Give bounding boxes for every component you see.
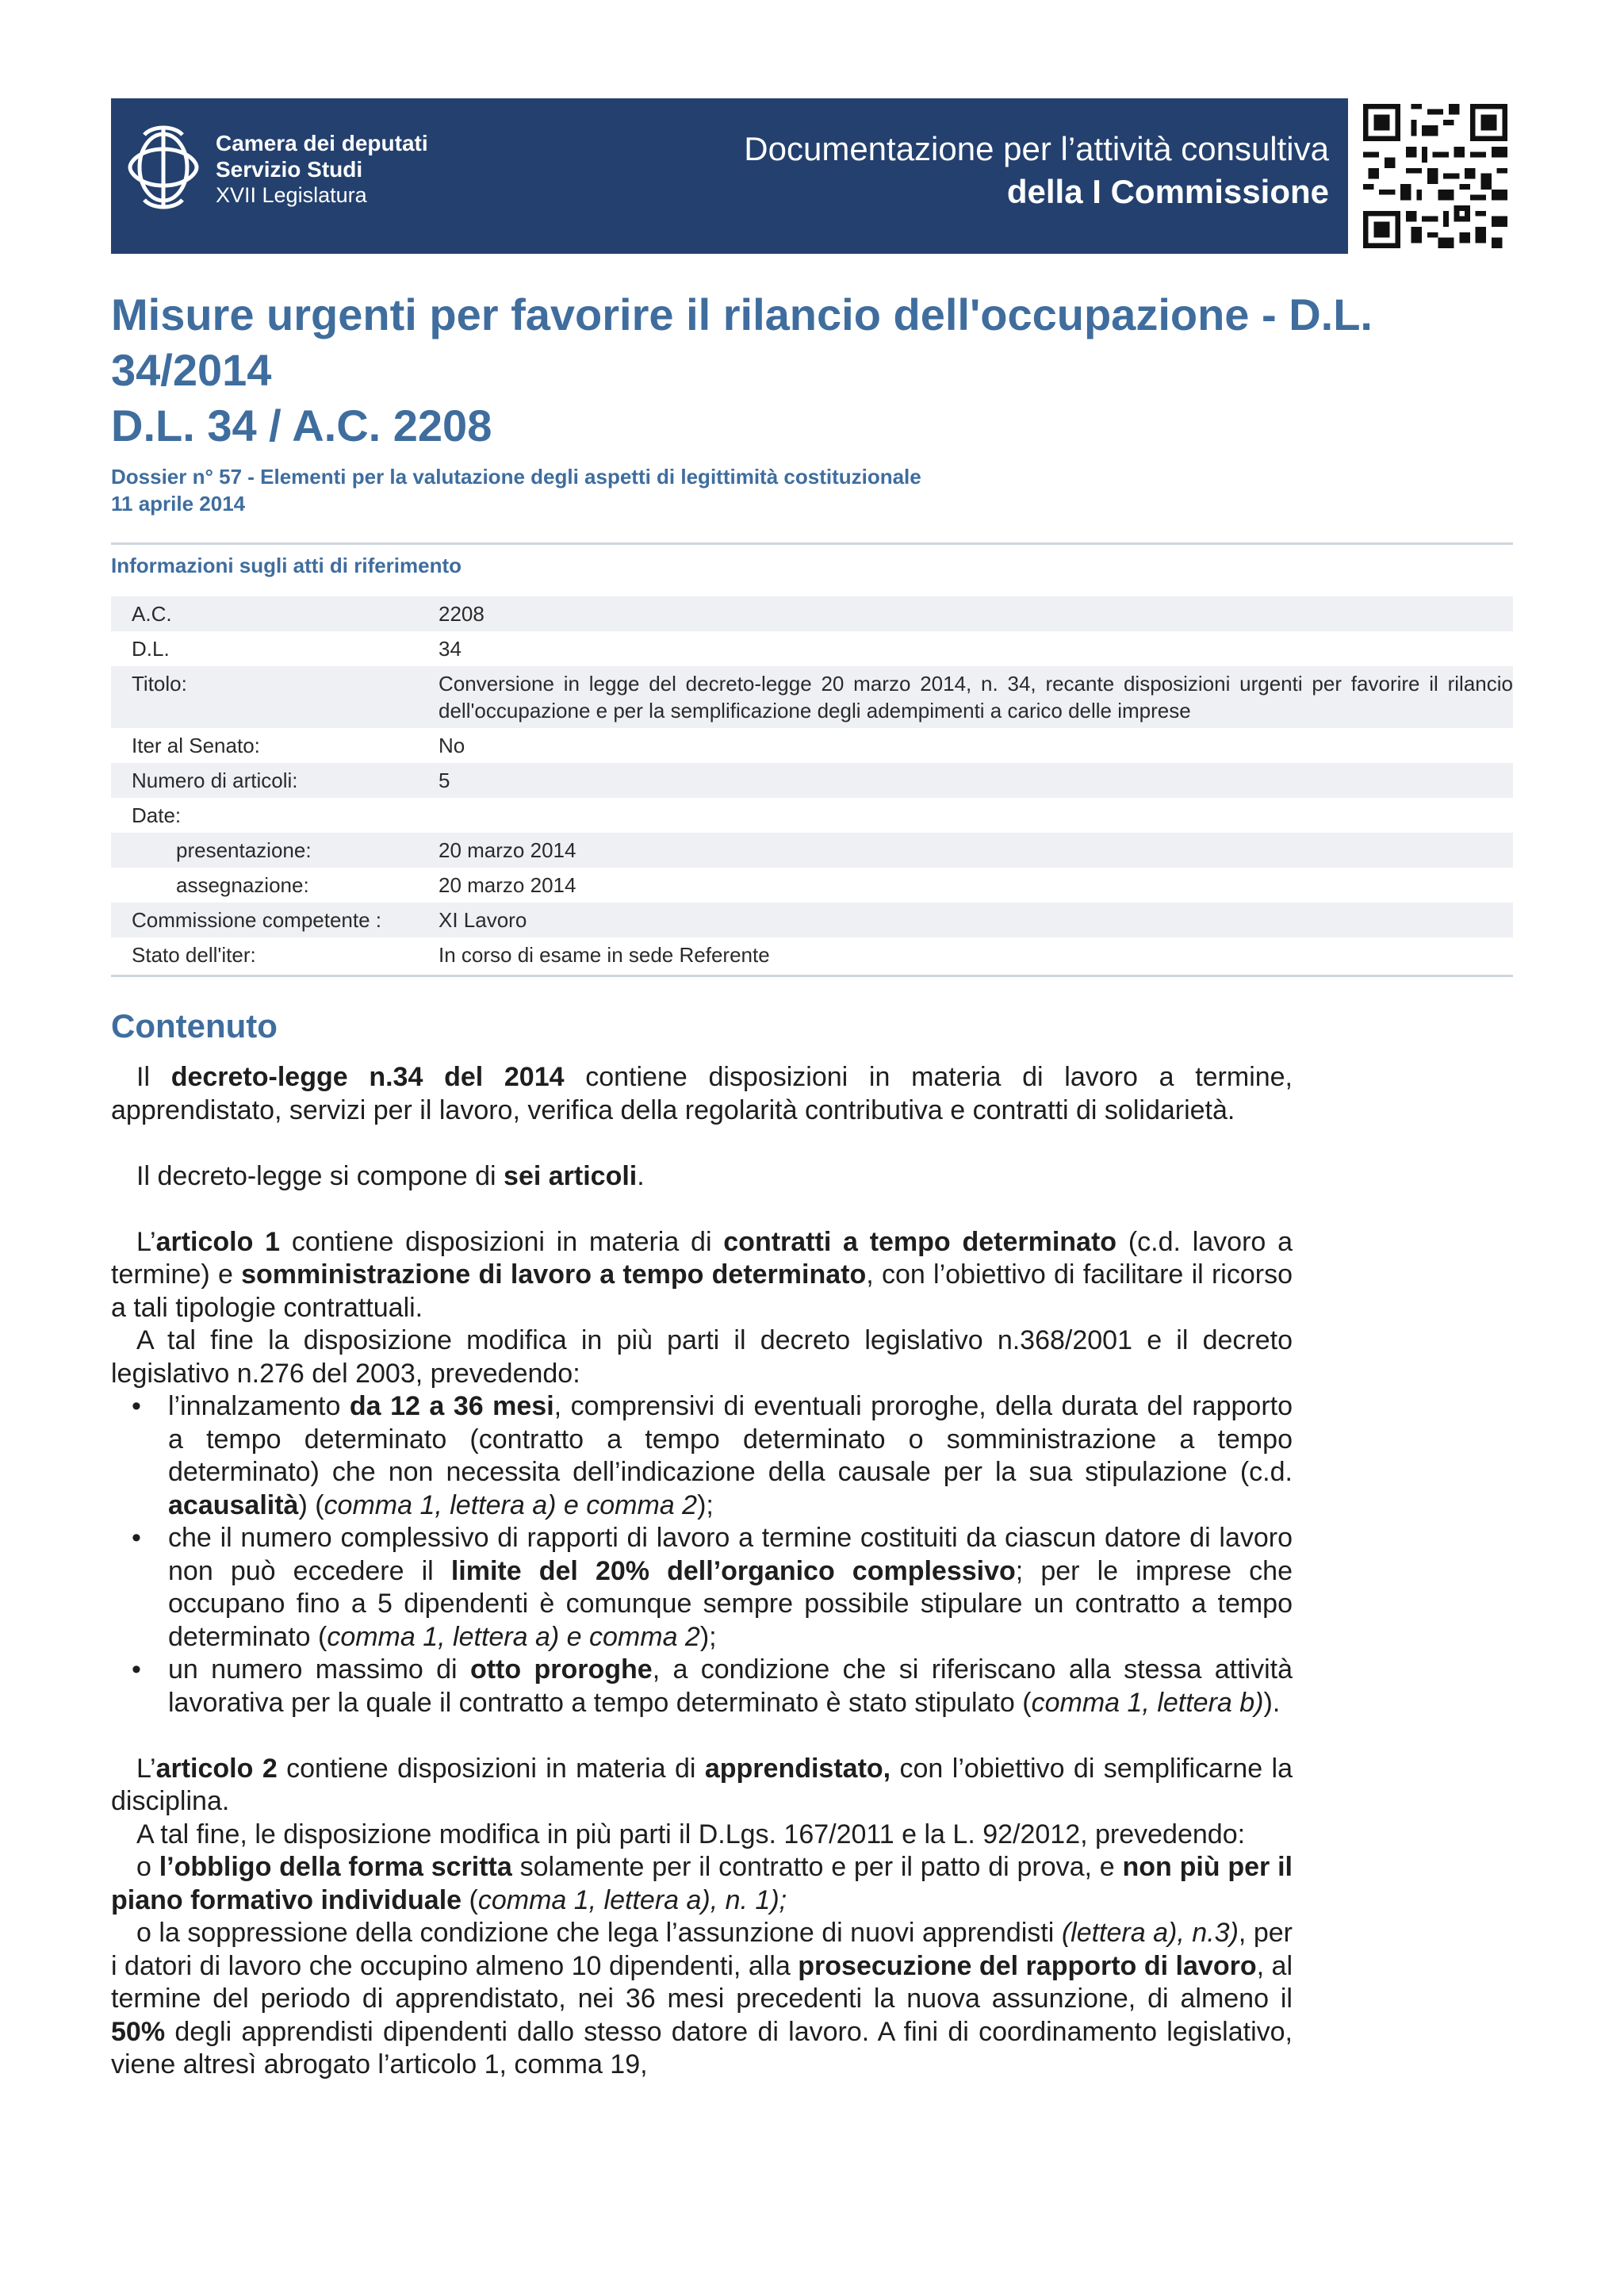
paragraph: Il decreto-legge n.34 del 2014 contiene disposizioni in materia di lavoro a termine, apprendistato, servizi per il lavoro, verifica della regolarità contributiva e contratti di solidarietà. <box>111 1062 1293 1125</box>
paragraph: A tal fine la disposizione modifica in più parti il decreto legislativo n.368/2001 e il decreto legislativo n.276 del 2003, prevedendo: <box>111 1325 1293 1389</box>
documentation-title-line2: della I Commissione <box>1006 173 1329 210</box>
info-table <box>111 596 1513 972</box>
paragraph: o l’obbligo della forma scritta solamente per il contratto e per il patto di prova, e non più per il piano formativo individuale (comma 1, lettera a), n. 1); <box>111 1852 1293 1915</box>
paragraph: o la soppressione della condizione che lega l’assunzione di nuovi apprendisti (lettera a), n.3), per i datori di lavoro che occupino almeno 10 dipendenti, alla prosecuzione del rapporto di lavoro, al termine del periodo di apprendistato, nei 36 mesi precedenti la nuova assunzione, di almeno il 50% degli apprendisti dipendenti dallo stesso datore di lavoro. A fini di coordinamento legislativo, viene altresì abrogato l’articolo 1, comma 19, <box>111 1918 1293 2079</box>
divider <box>111 975 1513 977</box>
row-label: Titolo: <box>132 672 187 696</box>
paragraph: Il decreto-legge si compone di sei articoli. <box>136 1160 645 1191</box>
table-row <box>111 728 1513 763</box>
table-row <box>111 937 1513 972</box>
institution-line1: Camera dei deputati <box>216 131 428 155</box>
title-line3: D.L. 34 / A.C. 2208 <box>111 401 492 450</box>
bullet-icon: • <box>132 1523 141 1553</box>
page-title <box>111 287 1522 454</box>
table-row <box>111 903 1513 937</box>
table-row <box>111 631 1513 666</box>
row-value: In corso di esame in sede Referente <box>439 943 770 967</box>
row-value: 5 <box>439 769 450 792</box>
row-label: A.C. <box>132 602 172 626</box>
table-row <box>111 596 1513 631</box>
documentation-title <box>744 127 1329 213</box>
institution-name <box>216 130 428 209</box>
list-item: • che il numero complessivo di rapporti di lavoro a termine costituiti da ciascun datore di lavoro non può eccedere il limite del 20% dell’organico complessivo; per le imprese che occupano fino a 5 dipendenti è comunque sempre possibile stipulare un contratto a tempo determinato (comma 1, lettera a) e comma 2); <box>132 1523 1293 1652</box>
table-row <box>111 666 1513 728</box>
divider <box>111 542 1513 545</box>
bullet-icon: • <box>132 1391 141 1421</box>
row-label: Numero di articoli: <box>132 769 298 792</box>
content-body <box>111 1061 1293 2082</box>
qr-code-icon <box>1358 98 1513 254</box>
paragraph: L’articolo 2 contiene disposizioni in materia di apprendistato, con l’obiettivo di semplificarne la disciplina. <box>111 1753 1293 1816</box>
documentation-title-line1: Documentazione per l’attività consultiva <box>744 130 1329 167</box>
row-label: Iter al Senato: <box>132 734 260 757</box>
institution-line3: XVII Legislatura <box>216 183 367 207</box>
row-value: 2208 <box>439 602 485 626</box>
table-row <box>111 763 1513 798</box>
row-label: D.L. <box>132 637 170 661</box>
row-value: No <box>439 734 465 757</box>
bullet-icon: • <box>132 1654 141 1685</box>
row-label: Commissione competente : <box>132 908 382 932</box>
list-item: • l’innalzamento da 12 a 36 mesi, comprensivi di eventuali proroghe, della durata del rapporto a tempo determinato (contratto a tempo determinato o somministrazione a tempo determinato) che non necessita dell’indicazione della causale per la sua stipulazione (c.d. acausalità) (comma 1, lettera a) e comma 2); <box>132 1391 1293 1520</box>
institution-line2: Servizio Studi <box>216 157 363 182</box>
table-row <box>111 833 1513 868</box>
row-value: XI Lavoro <box>439 908 527 932</box>
info-heading: Informazioni sugli atti di riferimento <box>111 554 462 577</box>
row-value: 34 <box>439 637 462 661</box>
camera-deputati-logo <box>121 117 206 217</box>
row-label: Date: <box>132 803 182 827</box>
table-row <box>111 798 1513 833</box>
section-title-contenuto: Contenuto <box>111 1007 278 1045</box>
dossier-info <box>111 463 921 517</box>
row-value <box>439 802 1513 829</box>
row-label: Stato dell'iter: <box>132 943 256 967</box>
table-row <box>111 868 1513 903</box>
paragraph: A tal fine, le disposizione modifica in più parti il D.Lgs. 167/2011 e la L. 92/2012, prevedendo: <box>136 1819 1246 1849</box>
title-line1: Misure urgenti per favorire il rilancio dell'occupazione - D.L. <box>111 289 1373 339</box>
paragraph: L’articolo 1 contiene disposizioni in materia di contratti a tempo determinato (c.d. lavoro a termine) e somministrazione di lavoro a tempo determinato, con l’obiettivo di facilitare il ricorso a tali tipologie contrattuali. <box>111 1226 1293 1323</box>
dossier-date: 11 aprile 2014 <box>111 492 246 516</box>
row-value: Conversione in legge del decreto-legge 20 marzo 2014, n. 34, recante disposizioni urgenti per favorire il rilancio dell'occupazione e per la semplificazione degli adempimenti a carico delle imprese <box>439 672 1513 723</box>
row-value: 20 marzo 2014 <box>439 838 576 862</box>
row-value: 20 marzo 2014 <box>439 873 576 897</box>
title-line2: 34/2014 <box>111 345 272 395</box>
row-label: assegnazione: <box>176 873 309 897</box>
row-label: presentazione: <box>176 838 312 862</box>
list-item: • un numero massimo di otto proroghe, a condizione che si riferiscano alla stessa attività lavorativa per la quale il contratto a tempo determinato è stato stipulato (comma 1, lettera b)). <box>132 1654 1293 1718</box>
bullet-list <box>111 1390 1293 1719</box>
dossier-label: Dossier n° 57 - Elementi per la valutazione degli aspetti di legittimità costituzionale <box>111 465 921 489</box>
